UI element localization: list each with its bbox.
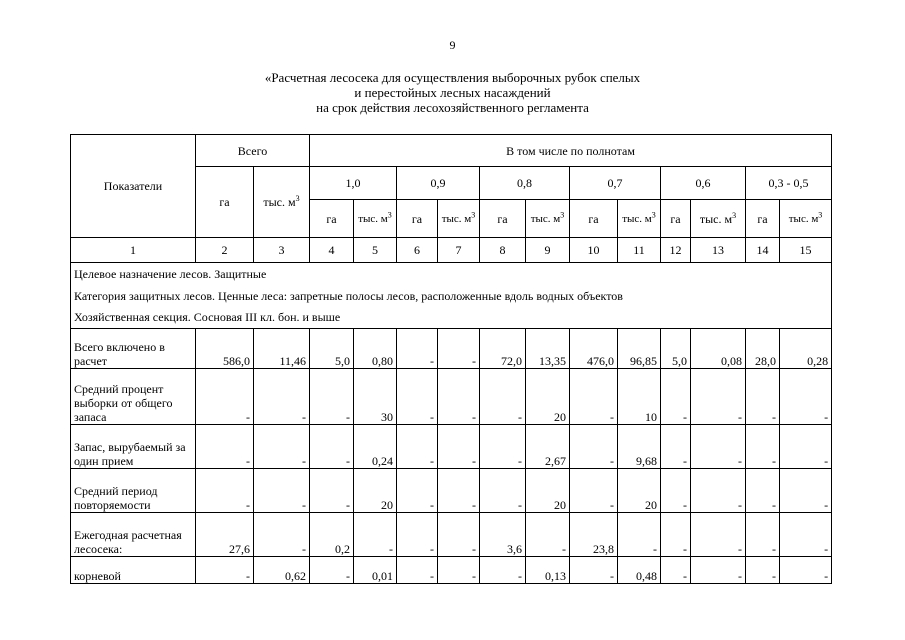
header-ha: га xyxy=(310,200,354,238)
table-cell: - xyxy=(570,557,618,584)
title-line-3: на срок действия лесохозяйственного регламента xyxy=(316,100,589,115)
row-label: Средний период повторяемости xyxy=(71,469,196,513)
table-cell: - xyxy=(480,369,526,425)
table-cell: - xyxy=(746,469,780,513)
column-number: 7 xyxy=(438,238,480,263)
table-cell: - xyxy=(438,469,480,513)
column-number: 13 xyxy=(691,238,746,263)
title-line-1: «Расчетная лесосека для осуществления выборочных рубок спелых xyxy=(264,70,641,85)
table-cell: - xyxy=(397,369,438,425)
table-cell: - xyxy=(746,513,780,557)
table-cell: - xyxy=(438,513,480,557)
section-row xyxy=(71,263,832,285)
table-cell: 27,6 xyxy=(196,513,254,557)
title-line-2: и перестойных лесных насаждений xyxy=(354,85,551,100)
header-row-1 xyxy=(71,135,832,167)
column-number: 5 xyxy=(354,238,397,263)
header-total: Всего xyxy=(196,135,310,167)
table-cell: - xyxy=(746,369,780,425)
column-number: 4 xyxy=(310,238,354,263)
table-cell: - xyxy=(397,425,438,469)
table-cell: 0,13 xyxy=(526,557,570,584)
table-cell: 28,0 xyxy=(746,329,780,369)
column-number-row xyxy=(71,238,832,263)
table-cell: - xyxy=(661,513,691,557)
table-cell: 0,80 xyxy=(354,329,397,369)
table-cell: - xyxy=(570,469,618,513)
table-cell: - xyxy=(397,513,438,557)
header-density-5: 0,6 xyxy=(661,167,746,200)
table-cell: - xyxy=(618,513,661,557)
header-density-3: 0,8 xyxy=(480,167,570,200)
table-cell: 0,08 xyxy=(691,329,746,369)
document-title xyxy=(0,70,905,115)
table-cell: - xyxy=(310,469,354,513)
header-total-ha: га xyxy=(196,167,254,238)
data-rows xyxy=(71,329,832,584)
column-number: 14 xyxy=(746,238,780,263)
table-cell: - xyxy=(196,469,254,513)
table-cell: 30 xyxy=(354,369,397,425)
table-cell: - xyxy=(570,369,618,425)
table-cell: - xyxy=(480,425,526,469)
table-cell: - xyxy=(254,369,310,425)
row-label: Средний процент выборки от общего запаса xyxy=(71,369,196,425)
table-cell: 9,68 xyxy=(618,425,661,469)
table-cell: - xyxy=(746,425,780,469)
table-cell: - xyxy=(746,557,780,584)
column-number: 15 xyxy=(780,238,832,263)
table-cell: 0,2 xyxy=(310,513,354,557)
header-m3: тыс. $м^3$ xyxy=(438,200,480,238)
table-cell: - xyxy=(691,557,746,584)
table-cell: - xyxy=(691,425,746,469)
header-ha: га xyxy=(480,200,526,238)
table-cell: 0,24 xyxy=(354,425,397,469)
header-ha: га xyxy=(661,200,691,238)
table-cell: 96,85 xyxy=(618,329,661,369)
table-cell: - xyxy=(196,425,254,469)
table-cell: - xyxy=(196,557,254,584)
table-cell: - xyxy=(780,469,832,513)
table-cell: - xyxy=(354,513,397,557)
table-cell: 23,8 xyxy=(570,513,618,557)
table-cell: - xyxy=(254,513,310,557)
table-row xyxy=(71,469,832,513)
table-cell: - xyxy=(661,557,691,584)
table-cell: - xyxy=(661,469,691,513)
table-cell: 5,0 xyxy=(310,329,354,369)
table-cell: 0,62 xyxy=(254,557,310,584)
table-cell: 20 xyxy=(526,469,570,513)
table-cell: 586,0 xyxy=(196,329,254,369)
row-label: Ежегодная расчетная лесосека: xyxy=(71,513,196,557)
table-cell: 20 xyxy=(526,369,570,425)
page-number: 9 xyxy=(449,38,456,52)
section-row xyxy=(71,307,832,329)
table-cell: - xyxy=(310,557,354,584)
row-label: корневой xyxy=(71,557,196,584)
column-number: 3 xyxy=(254,238,310,263)
table-cell: 11,46 xyxy=(254,329,310,369)
table-cell: - xyxy=(661,425,691,469)
table-cell: 5,0 xyxy=(661,329,691,369)
table-cell: 0,48 xyxy=(618,557,661,584)
column-number: 6 xyxy=(397,238,438,263)
table-cell: - xyxy=(780,425,832,469)
table-cell: 20 xyxy=(354,469,397,513)
table-row xyxy=(71,369,832,425)
column-number: 11 xyxy=(618,238,661,263)
table-cell: - xyxy=(480,557,526,584)
table-cell: - xyxy=(661,369,691,425)
header-density-4: 0,7 xyxy=(570,167,661,200)
section-purpose: Целевое назначение лесов. Защитные xyxy=(71,263,832,285)
header-including: В том числе по полнотам xyxy=(310,135,832,167)
table-cell: - xyxy=(780,513,832,557)
column-number: 12 xyxy=(661,238,691,263)
table-cell: - xyxy=(438,329,480,369)
header-ha: га xyxy=(746,200,780,238)
table-cell: - xyxy=(254,425,310,469)
table-cell: - xyxy=(480,469,526,513)
column-number: 10 xyxy=(570,238,618,263)
row-label: Всего включено в расчет xyxy=(71,329,196,369)
table-cell: 0,28 xyxy=(780,329,832,369)
table-cell: - xyxy=(397,557,438,584)
section-category: Категория защитных лесов. Ценные леса: запретные полосы лесов, расположенные вдоль водных объектов xyxy=(71,285,832,307)
header-total-m3: тыс. $м^3$ xyxy=(254,167,310,238)
table-cell: 476,0 xyxy=(570,329,618,369)
table-cell: - xyxy=(780,369,832,425)
table-cell: - xyxy=(310,369,354,425)
table-row xyxy=(71,557,832,584)
table-cell: 72,0 xyxy=(480,329,526,369)
table-cell: 10 xyxy=(618,369,661,425)
table-cell: - xyxy=(438,557,480,584)
header-ha: га xyxy=(397,200,438,238)
table-row xyxy=(71,425,832,469)
table-cell: - xyxy=(570,425,618,469)
section-economic: Хозяйственная секция. Сосновая III кл. бон. и выше xyxy=(71,307,832,329)
header-m3: тыс. $м^3$ xyxy=(780,200,832,238)
header-density-6: 0,3 - 0,5 xyxy=(746,167,832,200)
column-number: 1 xyxy=(71,238,196,263)
table-cell: 13,35 xyxy=(526,329,570,369)
table-cell: 20 xyxy=(618,469,661,513)
column-number: 8 xyxy=(480,238,526,263)
table-cell: - xyxy=(438,425,480,469)
header-ha: га xyxy=(570,200,618,238)
header-m3: тыс. $м^3$ xyxy=(618,200,661,238)
header-m3: тыс. $м^3$ xyxy=(354,200,397,238)
table-cell: - xyxy=(526,513,570,557)
table-cell: - xyxy=(691,513,746,557)
section-row xyxy=(71,285,832,307)
header-density-1: 1,0 xyxy=(310,167,397,200)
table-cell: 2,67 xyxy=(526,425,570,469)
column-number: 2 xyxy=(196,238,254,263)
header-m3: тыс. $м^3$ xyxy=(526,200,570,238)
felling-table xyxy=(70,134,832,584)
table-cell: - xyxy=(691,469,746,513)
table-cell: - xyxy=(310,425,354,469)
table-cell: - xyxy=(438,369,480,425)
table-cell: - xyxy=(691,369,746,425)
header-indicators: Показатели xyxy=(71,135,196,238)
column-number: 9 xyxy=(526,238,570,263)
table-row xyxy=(71,329,832,369)
header-density-2: 0,9 xyxy=(397,167,480,200)
table-cell: - xyxy=(397,469,438,513)
header-m3: тыс. $м^3$ xyxy=(691,200,746,238)
table-cell: 0,01 xyxy=(354,557,397,584)
table-cell: - xyxy=(254,469,310,513)
row-label: Запас, вырубаемый за один прием xyxy=(71,425,196,469)
table-cell: - xyxy=(196,369,254,425)
table-row xyxy=(71,513,832,557)
table-cell: - xyxy=(397,329,438,369)
table-cell: 3,6 xyxy=(480,513,526,557)
table-cell: - xyxy=(780,557,832,584)
